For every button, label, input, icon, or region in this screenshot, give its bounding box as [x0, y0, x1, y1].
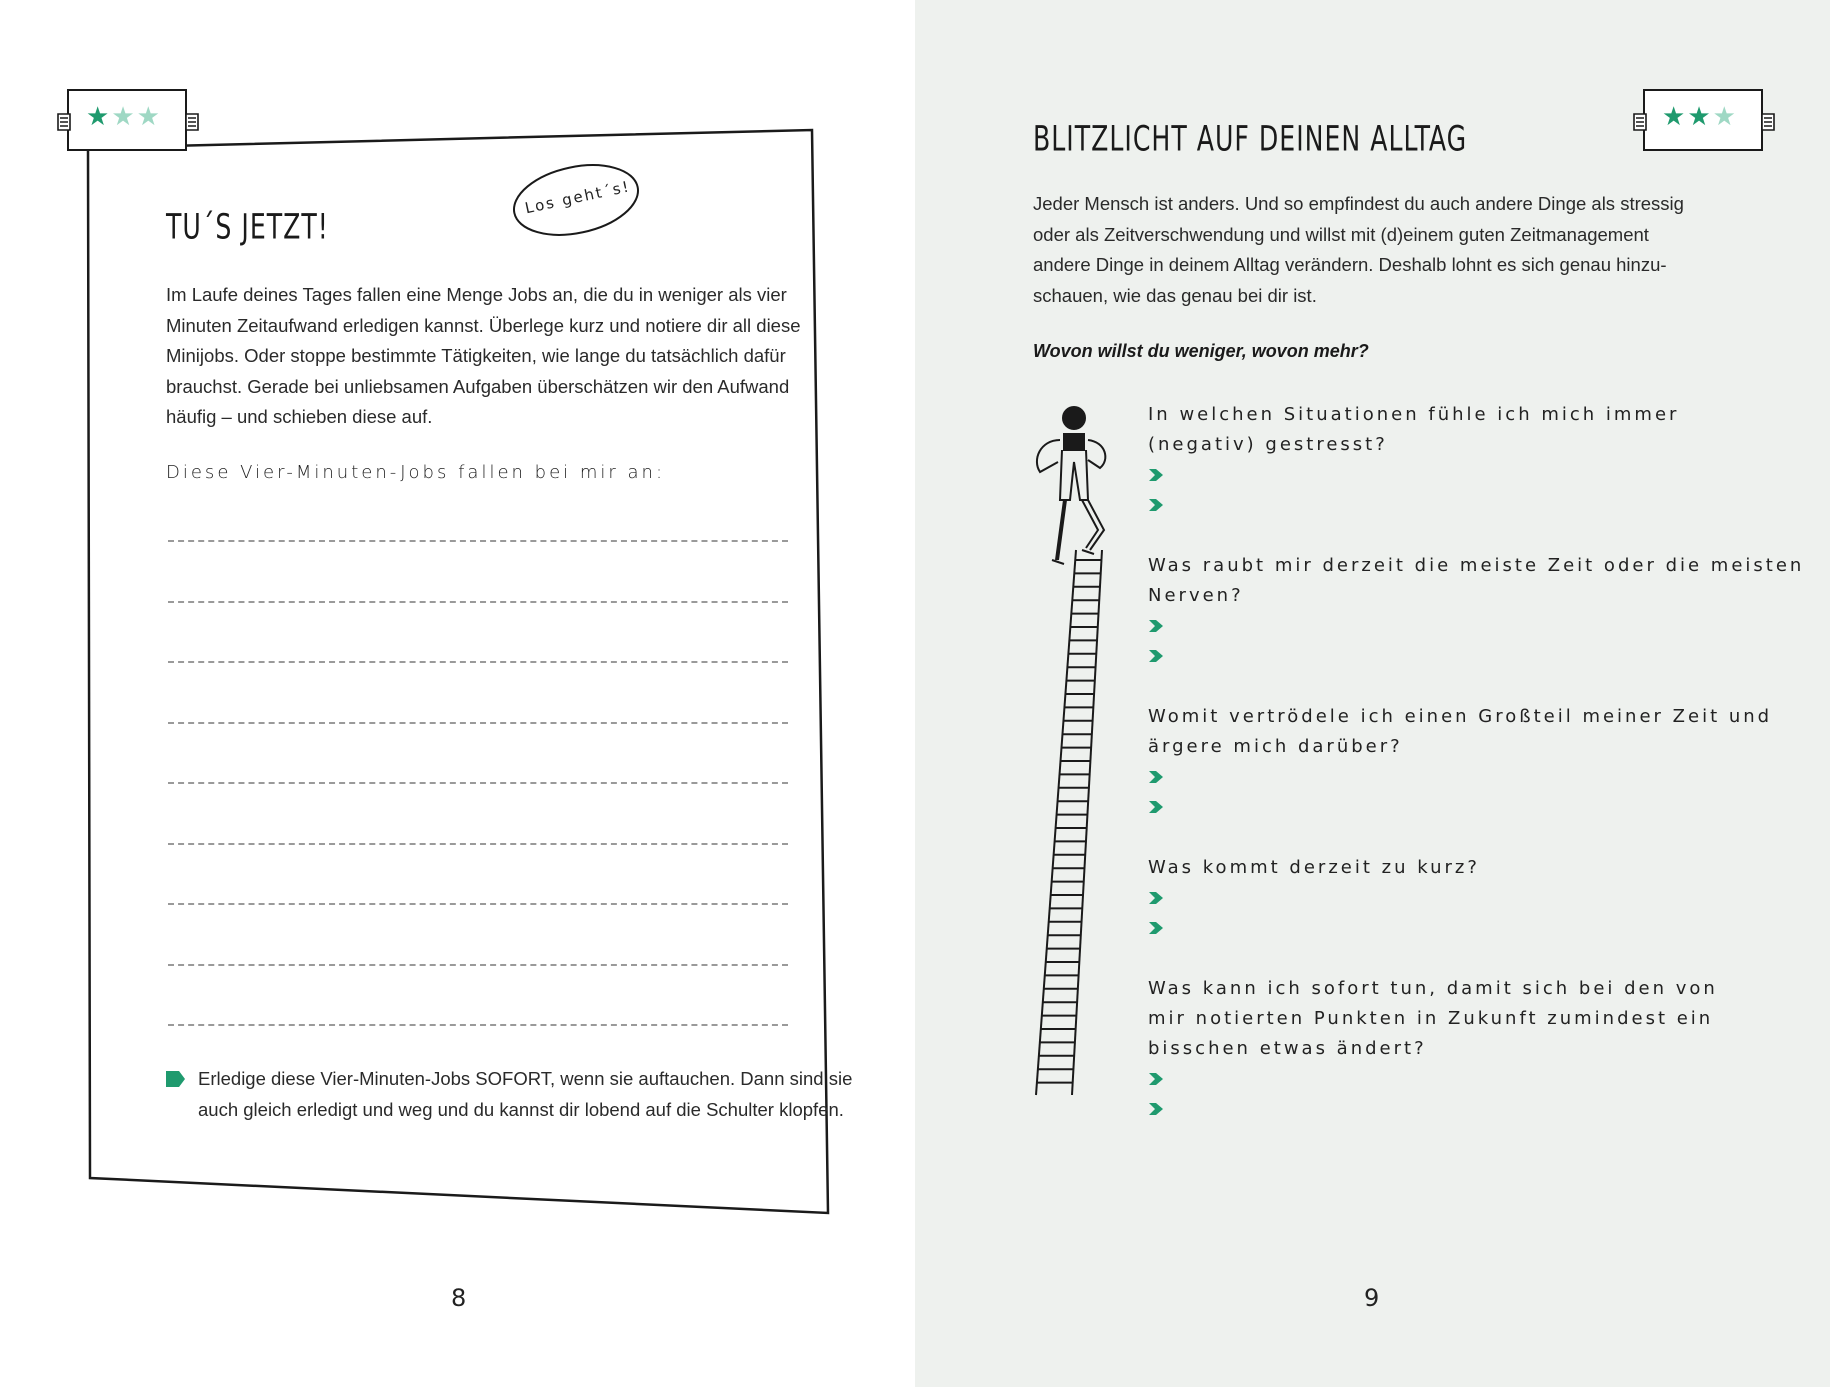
difficulty-sign-left — [56, 88, 188, 154]
difficulty-stars-left — [86, 102, 162, 132]
sticker-text: Los geht´s! — [523, 177, 633, 218]
answer-bullet[interactable] — [1148, 641, 1668, 671]
chevron-right-icon — [1148, 921, 1164, 935]
text-line: brauchst. Gerade bei unliebsamen Aufgaben überschätzen wir den Aufwand — [166, 375, 790, 397]
text-line: häufig – und schieben diese auf. — [166, 406, 433, 427]
chevron-right-icon — [1148, 649, 1164, 663]
chevron-right-icon — [1148, 800, 1164, 814]
chevron-right-icon — [1148, 770, 1164, 784]
left-page-title: TU´S JETZT! — [166, 206, 329, 248]
question-text: Was kann ich sofort tun, damit sich bei den von — [1148, 978, 1718, 999]
right-page-title: BLITZLICHT AUF DEINEN ALLTAG — [1033, 118, 1468, 160]
text-line: Minuten Zeitaufwand erledigen kannst. Überlege kurz und notiere dir all diese — [166, 314, 801, 336]
chevron-right-icon — [1148, 498, 1164, 512]
question-block — [1148, 400, 1680, 520]
answer-line[interactable] — [168, 1024, 788, 1026]
difficulty-sign-right — [1632, 88, 1764, 154]
text-line: Erledige diese Vier-Minuten-Jobs SOFORT, wenn sie auftauchen. Dann sind sie — [198, 1068, 853, 1089]
text-line: Jeder Mensch ist anders. Und so empfindest du auch andere Dinge als stressig — [1033, 193, 1684, 214]
star-filled-icon: ★ — [1687, 102, 1713, 132]
question-text: bisschen etwas ändert? — [1148, 1038, 1427, 1059]
answer-bullet[interactable] — [1148, 913, 1668, 943]
question-text: Was raubt mir derzeit die meiste Zeit oder die meisten — [1148, 555, 1805, 576]
right-intro-paragraph — [1033, 189, 1684, 311]
question-block — [1148, 853, 1668, 943]
star-filled-icon: ★ — [86, 102, 112, 132]
question-text: Womit vertrödele ich einen Großteil meiner Zeit und — [1148, 706, 1773, 727]
star-empty-icon: ★ — [136, 102, 162, 132]
question-block — [1148, 551, 1805, 671]
right-subheading: Wovon willst du weniger, wovon mehr? — [1033, 341, 1369, 361]
question-text: ärgere mich darüber? — [1148, 736, 1403, 757]
answer-line[interactable] — [168, 540, 788, 542]
chevron-right-icon — [1148, 468, 1164, 482]
answer-line[interactable] — [168, 722, 788, 724]
answer-bullet[interactable] — [1148, 1064, 1668, 1094]
answer-bullet[interactable] — [1148, 460, 1668, 490]
chevron-right-icon — [1148, 619, 1164, 633]
jobs-prompt: Diese Vier-Minuten-Jobs fallen bei mir an: — [166, 462, 666, 483]
star-empty-icon: ★ — [111, 102, 137, 132]
answer-bullet[interactable] — [1148, 490, 1668, 520]
answer-line[interactable] — [168, 964, 788, 966]
text-line: Im Laufe deines Tages fallen eine Menge Jobs an, die du in weniger als vier — [166, 284, 787, 305]
text-line: oder als Zeitverschwendung und willst mit (d)einem guten Zeitmanagement — [1033, 223, 1649, 245]
text-line: andere Dinge in deinem Alltag verändern. Deshalb lohnt es sich genau hinzu- — [1033, 254, 1667, 275]
answer-bullet[interactable] — [1148, 762, 1668, 792]
question-text: Was kommt derzeit zu kurz? — [1148, 857, 1480, 878]
question-text: mir notierten Punkten in Zukunft zumindest ein — [1148, 1008, 1714, 1029]
question-block — [1148, 974, 1718, 1124]
answer-bullet[interactable] — [1148, 792, 1668, 822]
chevron-right-icon — [1148, 1072, 1164, 1086]
question-text: (negativ) gestresst? — [1148, 434, 1388, 455]
sticker-bubble — [510, 164, 642, 236]
difficulty-stars-right — [1662, 102, 1738, 132]
answer-line[interactable] — [168, 782, 788, 784]
question-block — [1148, 702, 1773, 822]
star-filled-icon: ★ — [1662, 102, 1688, 132]
tip-text — [198, 1064, 853, 1125]
answer-line[interactable] — [168, 903, 788, 905]
answer-line[interactable] — [168, 661, 788, 663]
page-number-right: 9 — [1364, 1284, 1380, 1312]
tip — [166, 1064, 853, 1125]
green-tag-arrow-icon — [166, 1070, 186, 1088]
page-number-left: 8 — [451, 1284, 467, 1312]
text-line: schauen, wie das genau bei dir ist. — [1033, 284, 1317, 306]
chevron-right-icon — [1148, 1102, 1164, 1116]
answer-bullet[interactable] — [1148, 611, 1668, 641]
ladder-photographer-illustration — [1030, 400, 1140, 1100]
text-line: Minijobs. Oder stoppe bestimmte Tätigkeiten, wie lange du tatsächlich dafür — [166, 345, 786, 366]
answer-line[interactable] — [168, 843, 788, 845]
question-text: Nerven? — [1148, 585, 1244, 606]
answer-line[interactable] — [168, 601, 788, 603]
left-intro-paragraph — [166, 280, 806, 433]
chevron-right-icon — [1148, 891, 1164, 905]
question-text: In welchen Situationen fühle ich mich immer — [1148, 404, 1680, 425]
answer-bullet[interactable] — [1148, 883, 1668, 913]
star-empty-icon: ★ — [1712, 102, 1738, 132]
text-line: auch gleich erledigt und weg und du kannst dir lobend auf die Schulter klopfen. — [198, 1098, 844, 1120]
answer-bullet[interactable] — [1148, 1094, 1668, 1124]
